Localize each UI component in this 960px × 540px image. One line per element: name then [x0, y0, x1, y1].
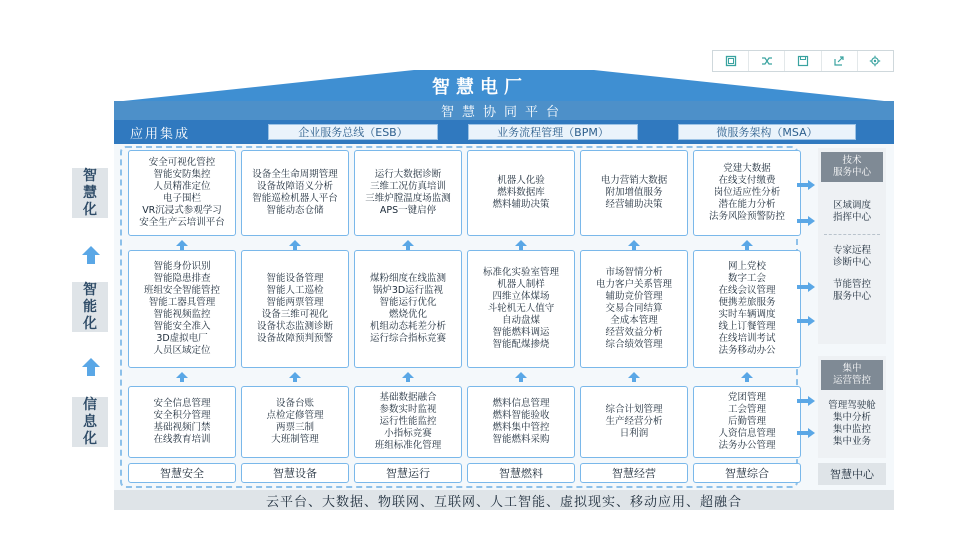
- capability-item: 电子围栏: [162, 193, 201, 204]
- capability-item: 智能动态仓储: [266, 205, 324, 216]
- capability-item: 智能安全准入: [153, 321, 211, 332]
- capability-item: 斗轮机无人值守: [487, 303, 555, 314]
- capability-item: 法务风险预警防控: [708, 211, 785, 222]
- up-arrow-icon: [402, 240, 414, 250]
- capability-item: 四维立体煤场: [492, 291, 550, 302]
- up-arrow-icon: [176, 240, 188, 250]
- capability-item: 三维炉膛温度场监测: [365, 193, 451, 204]
- up-arrow-icon: [515, 240, 527, 250]
- capability-item: 基础数据融合: [379, 392, 437, 403]
- capability-item: 安全信息管理: [153, 398, 211, 409]
- capability-cell-bot: [354, 386, 462, 458]
- capability-cell-top: [467, 150, 575, 236]
- capability-item: 三维工况仿真培训: [369, 181, 446, 192]
- capability-item: 设备状态监测诊断: [256, 321, 333, 332]
- capability-item: 智能配煤掺烧: [492, 339, 550, 350]
- right-arrow-icon: [797, 216, 815, 226]
- level-label: 信息化: [83, 396, 97, 447]
- central-operation-panel: [818, 356, 886, 458]
- capability-cell-bot: [128, 386, 236, 458]
- up-arrow-icon: [176, 372, 188, 382]
- capability-item: 安全生产云培训平台: [139, 217, 225, 228]
- level-tag-informatization: [72, 397, 108, 447]
- capability-item: 综合计划管理: [605, 404, 663, 415]
- capability-cell-top: [580, 150, 688, 236]
- capability-item: 党团管理: [727, 392, 766, 403]
- up-arrow-icon: [289, 372, 301, 382]
- capability-item: 小指标竞赛: [384, 428, 432, 439]
- capability-item: 日利润: [619, 428, 649, 439]
- capability-item: 人资信息管理: [718, 428, 776, 439]
- right-arrow-icon: [797, 428, 815, 438]
- capability-item: 附加增值服务: [605, 187, 663, 198]
- divider: [824, 234, 880, 235]
- capability-item: 党建大数据: [723, 163, 771, 174]
- capability-item: 生产经营分析: [605, 416, 663, 427]
- up-arrow-icon: [741, 372, 753, 382]
- capability-item: 大班制管理: [271, 434, 319, 445]
- capability-cell-top: [241, 150, 349, 236]
- up-arrow-icon: [628, 372, 640, 382]
- capability-item: 设备台账: [275, 398, 314, 409]
- right-arrow-icon: [797, 282, 815, 292]
- capability-item: 燃料数据库: [497, 187, 545, 198]
- capability-item: 全成本管理: [610, 315, 658, 326]
- capability-item: 岗位适应性分析: [713, 187, 781, 198]
- bpm-pill: 业务流程管理（BPM）: [468, 124, 638, 140]
- capability-item: 工会管理: [727, 404, 766, 415]
- capability-item: 经营效益分析: [605, 327, 663, 338]
- capability-item: 锅炉3D运行监视: [372, 285, 444, 296]
- column-label: 智慧综合: [693, 463, 801, 483]
- capability-item: 3D虚拟电厂: [156, 333, 208, 344]
- capability-item: 智能运行优化: [379, 297, 437, 308]
- capability-item: 运行性能监控: [379, 416, 437, 427]
- up-arrow-icon: [515, 372, 527, 382]
- capability-item: 市场智情分析: [605, 267, 663, 278]
- capability-item: 综合绩效管理: [605, 339, 663, 350]
- capability-item: 机器人化验: [497, 175, 545, 186]
- tech-service-panel: [818, 148, 886, 344]
- capability-item: 两票三制: [275, 422, 314, 433]
- capability-cell-mid: [693, 250, 801, 368]
- capability-item: 智能人工巡检: [266, 285, 324, 296]
- up-arrow-icon: [741, 240, 753, 250]
- capability-item: 智能巡检机器人平台: [252, 193, 338, 204]
- capability-item: 智能视频监控: [153, 309, 211, 320]
- capability-item: 在线培训考试: [718, 333, 776, 344]
- capability-item: 班组安全智能管控: [143, 285, 220, 296]
- smart-center-label: 智慧中心: [818, 463, 886, 485]
- capability-cell-mid: [354, 250, 462, 368]
- capability-item: 燃烧优化: [388, 309, 427, 320]
- capability-cell-bot: [467, 386, 575, 458]
- capability-item: 燃料智能验收: [492, 410, 550, 421]
- esb-pill: 企业服务总线（ESB）: [268, 124, 438, 140]
- capability-item: 安全可视化管控: [148, 157, 216, 168]
- capability-cell-top: [693, 150, 801, 236]
- remote-diagnosis-center: 专家远程 诊断中心: [832, 245, 871, 268]
- capability-item: 辅助竞价管理: [605, 291, 663, 302]
- capability-item: 机器人制样: [497, 279, 545, 290]
- capability-item: 法务办公管理: [718, 440, 776, 451]
- capability-item: 安全积分管理: [153, 410, 211, 421]
- level-tag-smart-wisdom: [72, 168, 108, 218]
- capability-item: 智能身份识别: [153, 261, 211, 272]
- capability-cell-mid: [467, 250, 575, 368]
- capability-item: 自动盘煤: [501, 315, 540, 326]
- capability-item: 线上订餐管理: [718, 321, 776, 332]
- capability-item: 智能两票管理: [266, 297, 324, 308]
- capability-cell-bot: [241, 386, 349, 458]
- capability-item: 煤粉细度在线监测: [369, 273, 446, 284]
- capability-item: 智能燃料采购: [492, 434, 550, 445]
- capability-item: 在线教育培训: [153, 434, 211, 445]
- integration-label: 应用集成: [130, 126, 191, 142]
- capability-item: 基础视频门禁: [153, 422, 211, 433]
- capability-item: 设备故障预判预警: [256, 333, 333, 344]
- capability-item: 人员精准定位: [153, 181, 211, 192]
- column-label: 智慧设备: [241, 463, 349, 483]
- capability-cell-top: [128, 150, 236, 236]
- central-operation-head: 集中 运营管控: [821, 360, 883, 390]
- capability-item: 设备全生命周期管理: [252, 169, 338, 180]
- up-arrow-icon: [289, 240, 301, 250]
- level-label: 智慧化: [83, 167, 97, 218]
- capability-item: 设备故障语义分析: [256, 181, 333, 192]
- capability-item: 燃料辅助决策: [492, 199, 550, 210]
- capability-item: 潜在能力分析: [718, 199, 776, 210]
- capability-item: 经营辅助决策: [605, 199, 663, 210]
- capability-item: 在线支付缴费: [718, 175, 776, 186]
- column-label: 智慧燃料: [467, 463, 575, 483]
- capability-item: 网上党校: [727, 261, 766, 272]
- capability-item: 便携差旅服务: [718, 297, 776, 308]
- capability-item: 后勤管理: [727, 416, 766, 427]
- capability-cell-mid: [580, 250, 688, 368]
- capability-item: 标准化实验室管理: [482, 267, 559, 278]
- capability-item: 电力营销大数据: [600, 175, 668, 186]
- capability-item: 人员区域定位: [153, 345, 211, 356]
- level-tag-intelligent: [72, 282, 108, 332]
- capability-item: 燃料集中管控: [492, 422, 550, 433]
- capability-item: 参数实时监视: [379, 404, 437, 415]
- capability-item: 运行综合指标竞赛: [369, 333, 446, 344]
- platform-bar: 智慧协同平台: [114, 101, 894, 120]
- capability-item: 运行大数据诊断: [374, 169, 442, 180]
- column-label: 智慧安全: [128, 463, 236, 483]
- capability-item: 智能燃料调运: [492, 327, 550, 338]
- capability-item: 智能隐患排查: [153, 273, 211, 284]
- dispatch-center: 区域调度 指挥中心: [832, 200, 871, 223]
- energy-control-center: 节能管控 服务中心: [832, 279, 871, 302]
- capability-item: 智能设备管理: [266, 273, 324, 284]
- capability-item: 燃料信息管理: [492, 398, 550, 409]
- capability-item: 交易合同结算: [605, 303, 663, 314]
- level-label: 智能化: [83, 281, 97, 332]
- central-operation-list: 管理驾驶舱 集中分析 集中监控 集中业务: [828, 400, 876, 447]
- column-label: 智慧经营: [580, 463, 688, 483]
- tech-service-head: 技术 服务中心: [821, 152, 883, 182]
- capability-item: 智能工器具管理: [148, 297, 216, 308]
- capability-item: 机组动态耗差分析: [369, 321, 446, 332]
- msa-pill: 微服务架构（MSA）: [678, 124, 856, 140]
- capability-item: 在线会议管理: [718, 285, 776, 296]
- capability-cell-mid: [128, 250, 236, 368]
- capability-item: VR沉浸式参观学习: [142, 205, 222, 216]
- level-up-arrow-icon: [80, 244, 102, 266]
- capability-cell-bot: [693, 386, 801, 458]
- technology-base-bar: 云平台、大数据、物联网、互联网、人工智能、虚拟现实、移动应用、超融合: [114, 490, 894, 510]
- up-arrow-icon: [402, 372, 414, 382]
- capability-cell-top: [354, 150, 462, 236]
- page-title: 智慧电厂: [432, 77, 528, 98]
- right-arrow-icon: [797, 180, 815, 190]
- capability-item: 电力客户关系管理: [595, 279, 672, 290]
- column-label: 智慧运行: [354, 463, 462, 483]
- right-arrow-icon: [797, 316, 815, 326]
- capability-item: 数字工会: [727, 273, 766, 284]
- up-arrow-icon: [628, 240, 640, 250]
- capability-item: 智能安防集控: [153, 169, 211, 180]
- capability-cell-bot: [580, 386, 688, 458]
- capability-item: 实时车辆调度: [718, 309, 776, 320]
- right-arrow-icon: [797, 396, 815, 406]
- capability-cell-mid: [241, 250, 349, 368]
- capability-item: APS一键启停: [379, 205, 437, 216]
- level-up-arrow-icon: [80, 356, 102, 378]
- capability-item: 法务移动办公: [718, 345, 776, 356]
- capability-item: 设备三维可视化: [261, 309, 329, 320]
- capability-item: 点检定修管理: [266, 410, 324, 421]
- capability-item: 班组标准化管理: [374, 440, 442, 451]
